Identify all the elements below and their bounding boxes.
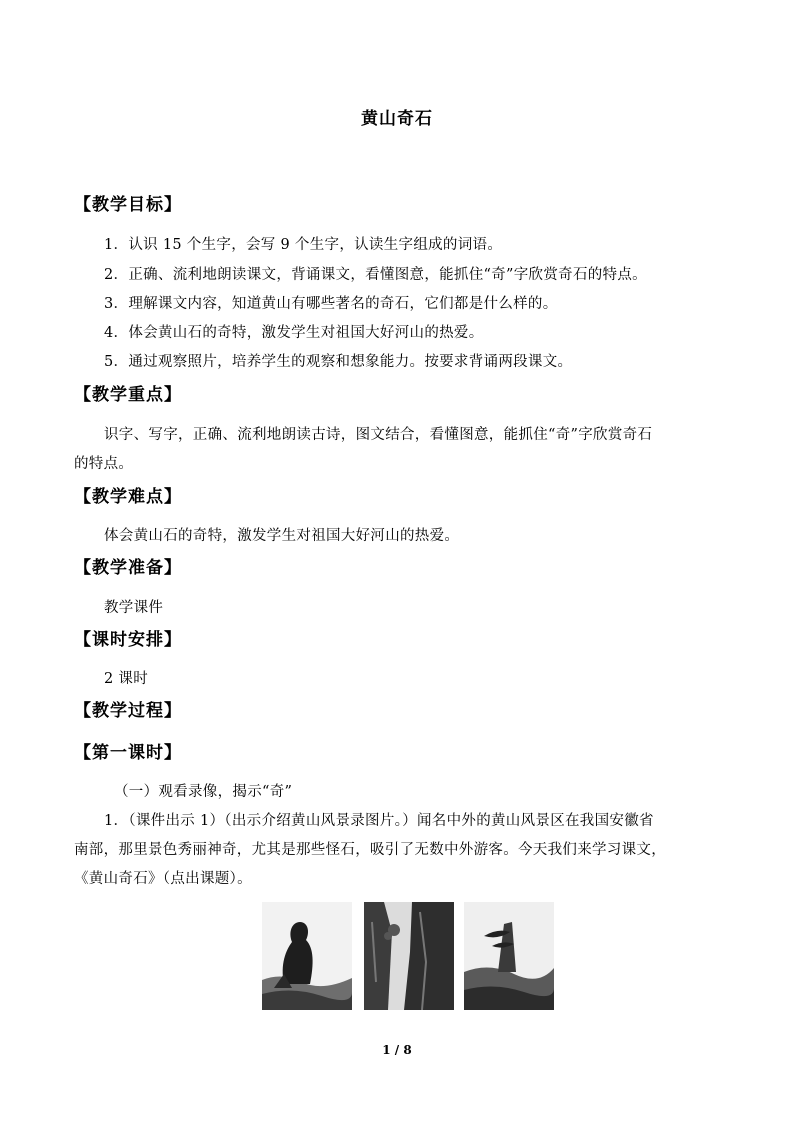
preparation-heading: 【教学准备】 — [74, 558, 182, 578]
key-points-text: 的特点。 — [74, 456, 134, 472]
paragraph-line: 1．（课件出示 1）（出示介绍黄山风景录图片。）闻名中外的黄山风景区在我国安徽省 — [104, 813, 654, 829]
objective-item: 1．认识 15 个生字，会写 9 个生字，认读生字组成的词语。 — [104, 237, 503, 253]
lesson1-heading: 【第一课时】 — [74, 743, 182, 763]
objective-item: 2．正确、流利地朗读课文，背诵课文，看懂图意，能抓住“奇”字欣赏奇石的特点。 — [104, 267, 647, 283]
document-title: 黄山奇石 — [361, 109, 433, 129]
rock-photo-peaks — [364, 902, 454, 1010]
key-points-text: 识字、写字，正确、流利地朗读古诗，图文结合，看懂图意，能抓住“奇”字欣赏奇石 — [104, 427, 653, 443]
page-number: 1 / 8 — [382, 1043, 412, 1057]
objectives-heading: 【教学目标】 — [74, 195, 182, 215]
schedule-text: 2 课时 — [104, 671, 149, 687]
rock-photo-pine — [464, 902, 554, 1010]
huangshan-photos — [262, 892, 554, 1016]
objective-item: 4．体会黄山石的奇特，激发学生对祖国大好河山的热爱。 — [104, 325, 484, 341]
schedule-heading: 【课时安排】 — [74, 630, 182, 650]
paragraph-line: 南部，那里景色秀丽神奇，尤其是那些怪石，吸引了无数中外游客。今天我们来学习课文， — [74, 842, 666, 858]
preparation-text: 教学课件 — [104, 600, 164, 616]
paragraph-line: 《黄山奇石》（点出课题）。 — [74, 871, 252, 887]
rock-photo-monkey — [262, 902, 352, 1010]
process-heading: 【教学过程】 — [74, 701, 182, 721]
step-heading: （一）观看录像，揭示“奇” — [114, 784, 293, 800]
objective-item: 3．理解课文内容，知道黄山有哪些著名的奇石，它们都是什么样的。 — [104, 296, 558, 312]
objective-item: 5．通过观察照片，培养学生的观察和想象能力。按要求背诵两段课文。 — [104, 354, 573, 370]
key-points-heading: 【教学重点】 — [74, 385, 182, 405]
difficulties-heading: 【教学难点】 — [74, 487, 182, 507]
difficulties-text: 体会黄山石的奇特，激发学生对祖国大好河山的热爱。 — [104, 528, 460, 544]
